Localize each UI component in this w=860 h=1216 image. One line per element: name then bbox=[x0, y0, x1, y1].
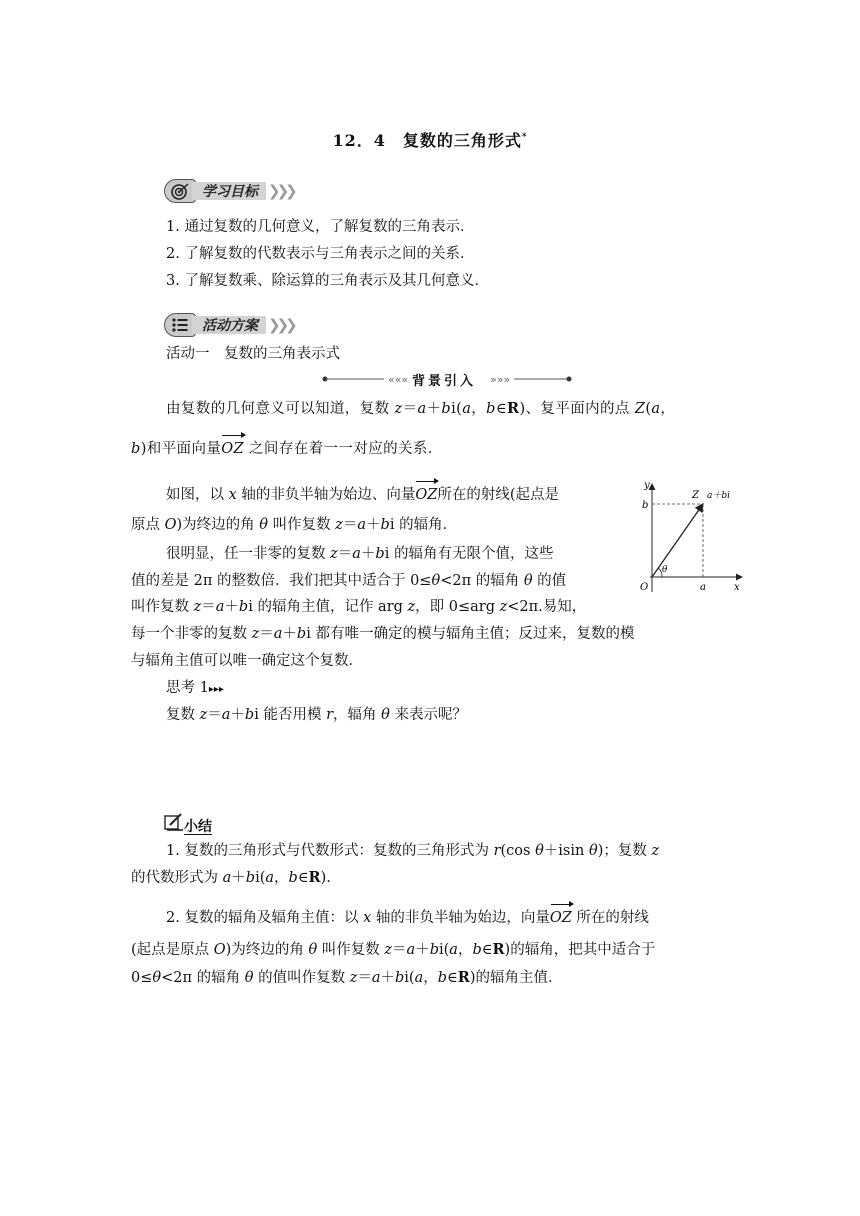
svg-text:»»»: »»» bbox=[490, 373, 511, 386]
summary-1-line-1: 1. 复数的三角形式与代数形式：复数的三角形式为 r(cos θ＋isin θ)；复数 z bbox=[166, 843, 660, 859]
summary-heading bbox=[164, 813, 212, 838]
vector-oz: OZ bbox=[415, 484, 437, 506]
paragraph-2-line-1: 很明显，任一非零的复数 z＝a＋bi 的辐角有无限个值，这些 bbox=[166, 546, 554, 562]
complex-plane-figure bbox=[636, 478, 748, 596]
pencil-note-icon bbox=[164, 813, 184, 831]
chevrons-icon: ❯❯❯ bbox=[268, 182, 294, 200]
summary-1-line-2: 的代数形式为 a＋bi(a，b∈R). bbox=[131, 869, 331, 886]
origin-label: O bbox=[640, 582, 649, 593]
paragraph-2-line-5: 与辐角主值可以唯一确定这个复数． bbox=[131, 653, 363, 669]
paragraph-2-line-3: 叫作复数 z＝a＋bi 的辐角主值，记作 arg z，即 0≤arg z<2π.易知， bbox=[131, 599, 587, 615]
think-question: 复数 z＝a＋bi 能否用模 r，辐角 θ 来表示呢？ bbox=[166, 707, 467, 723]
b-tick-label: b bbox=[642, 500, 649, 511]
title-asterisk: * bbox=[521, 132, 528, 143]
divider-label: 背景引入 bbox=[412, 374, 477, 389]
activity-plan-banner-label: 活动方案 bbox=[192, 316, 266, 334]
chevrons-icon: ❯❯❯ bbox=[268, 316, 294, 334]
summary-2-line-2: (起点是原点 O)为终边的角 θ 叫作复数 z＝a＋bi(a，b∈R)的辐角，把其中适合于 bbox=[131, 941, 656, 958]
vector-oz-arrow bbox=[652, 504, 703, 577]
z-point-label: Z bbox=[692, 490, 699, 501]
y-axis-label: y bbox=[644, 480, 650, 491]
objectives-banner bbox=[164, 179, 294, 203]
vector-oz: OZ bbox=[221, 438, 244, 460]
title-text: 12．4 复数的三角形式 bbox=[332, 131, 522, 150]
summary-2-line-3: 0≤θ<2π 的辐角 θ 的值叫作复数 z＝a＋bi(a，b∈R)的辐角主值． bbox=[131, 969, 563, 986]
summary-label: 小结 bbox=[184, 819, 212, 835]
svg-text:«««: ««« bbox=[388, 373, 409, 386]
background-line-2: b)和平面向量OZ 之间存在着一一对应的关系． bbox=[131, 438, 443, 460]
paragraph-1-line-2: 原点 O)为终边的角 θ 叫作复数 z＝a＋bi 的辐角． bbox=[131, 517, 458, 533]
z-value-label: a＋bi bbox=[707, 491, 731, 501]
a-tick-label: a bbox=[700, 582, 706, 593]
objectives-banner-label: 学习目标 bbox=[192, 182, 266, 200]
think-label: 思考 1▸▸▸ bbox=[166, 680, 224, 696]
paragraph-2-line-4: 每一个非零的复数 z＝a＋bi 都有唯一确定的模与辐角主值；反过来，复数的模 bbox=[131, 626, 635, 642]
background-line-1: 由复数的几何意义可以知道，复数 z＝a＋bi(a，b∈R)、复平面内的点 Z(a， bbox=[166, 400, 676, 417]
triangle-arrows-icon: ▸▸▸ bbox=[208, 684, 224, 695]
x-axis-label: x bbox=[734, 582, 740, 593]
paragraph-2-line-2: 值的差是 2π 的整数倍．我们把其中适合于 0≤θ<2π 的辐角 θ 的值 bbox=[131, 573, 567, 589]
page-title bbox=[0, 128, 860, 151]
objective-item-1: 1. 通过复数的几何意义，了解复数的三角表示． bbox=[166, 219, 475, 235]
vector-oz: OZ bbox=[550, 907, 572, 929]
summary-2-line-1: 2. 复数的辐角及辐角主值：以 x 轴的非负半轴为始边，向量OZ 所在的射线 bbox=[166, 907, 649, 929]
theta-label: θ bbox=[662, 565, 668, 575]
activity-plan-banner bbox=[164, 313, 294, 337]
section-divider bbox=[322, 369, 572, 389]
objective-item-3: 3. 了解复数乘、除运算的三角表示及其几何意义． bbox=[166, 273, 489, 289]
activity1-heading: 活动一 复数的三角表示式 bbox=[166, 346, 340, 362]
paragraph-1-line-1: 如图，以 x 轴的非负半轴为始边、向量OZ所在的射线(起点是 bbox=[166, 484, 559, 506]
objective-item-2: 2. 了解复数的代数表示与三角表示之间的关系． bbox=[166, 246, 475, 262]
